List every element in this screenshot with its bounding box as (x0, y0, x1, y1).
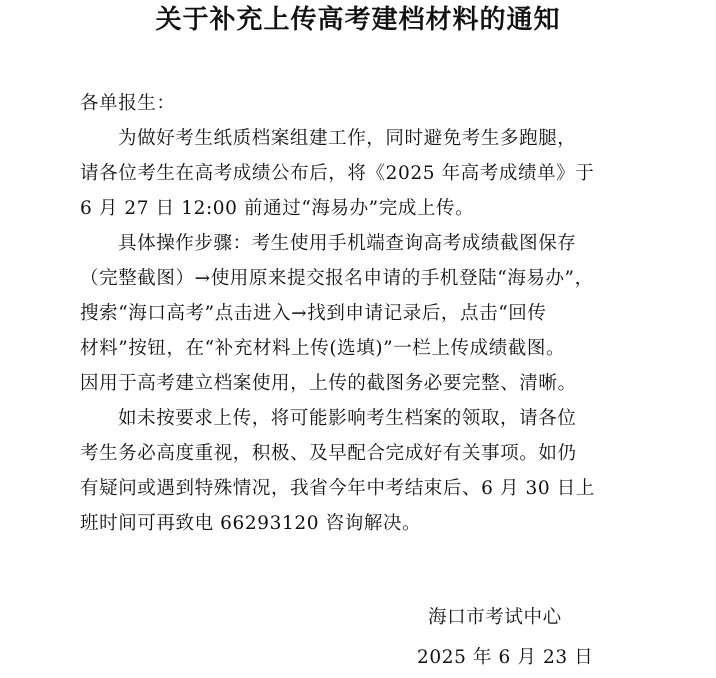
signature-date: 2025 年 6 月 23 日 (417, 647, 594, 668)
paragraph-1-line-3: 6 月 27 日 12:00 前通过“海易办”完成上传。 (80, 198, 475, 219)
paragraph-1-line-2: 请各位考生在高考成绩公布后，将《2025 年高考成绩单》于 (80, 163, 595, 184)
paragraph-3-line-4: 班时间可再致电 66293120 咨询解决。 (80, 513, 422, 534)
paragraph-3-line-3: 有疑问或遇到特殊情况，我省今年中考结束后、6 月 30 日上 (80, 478, 595, 499)
paragraph-3-line-2: 考生务必高度重视，积极、及早配合完成好有关事项。如仍 (80, 443, 577, 464)
paragraph-3-line-1: 如未按要求上传，将可能影响考生档案的领取，请各位 (118, 408, 577, 429)
page-title: 关于补充上传高考建档材料的通知 (155, 5, 561, 35)
paragraph-1-line-1: 为做好考生纸质档案组建工作，同时避免考生多跑腿， (118, 128, 577, 149)
signature-block (417, 598, 595, 678)
paragraph-2-line-4: 材料”按钮，在“补充材料上传(选填)”一栏上传成绩截图。 (80, 338, 566, 359)
paragraph-2-line-1: 具体操作步骤：考生使用手机端查询高考成绩截图保存 (118, 233, 577, 254)
salutation: 各单报生： (80, 93, 176, 114)
paragraph-2-line-2: （完整截图）→使用原来提交报名申请的手机登陆“海易办”， (80, 268, 594, 289)
paragraph-2-line-3: 搜索“海口高考”点击进入→找到申请记录后，点击“回传 (80, 303, 547, 324)
paragraph-2-line-5: 因用于高考建立档案使用，上传的截图务必要完整、清晰。 (80, 373, 577, 394)
signature-organization: 海口市考试中心 (428, 607, 562, 628)
notice-body (80, 86, 645, 541)
